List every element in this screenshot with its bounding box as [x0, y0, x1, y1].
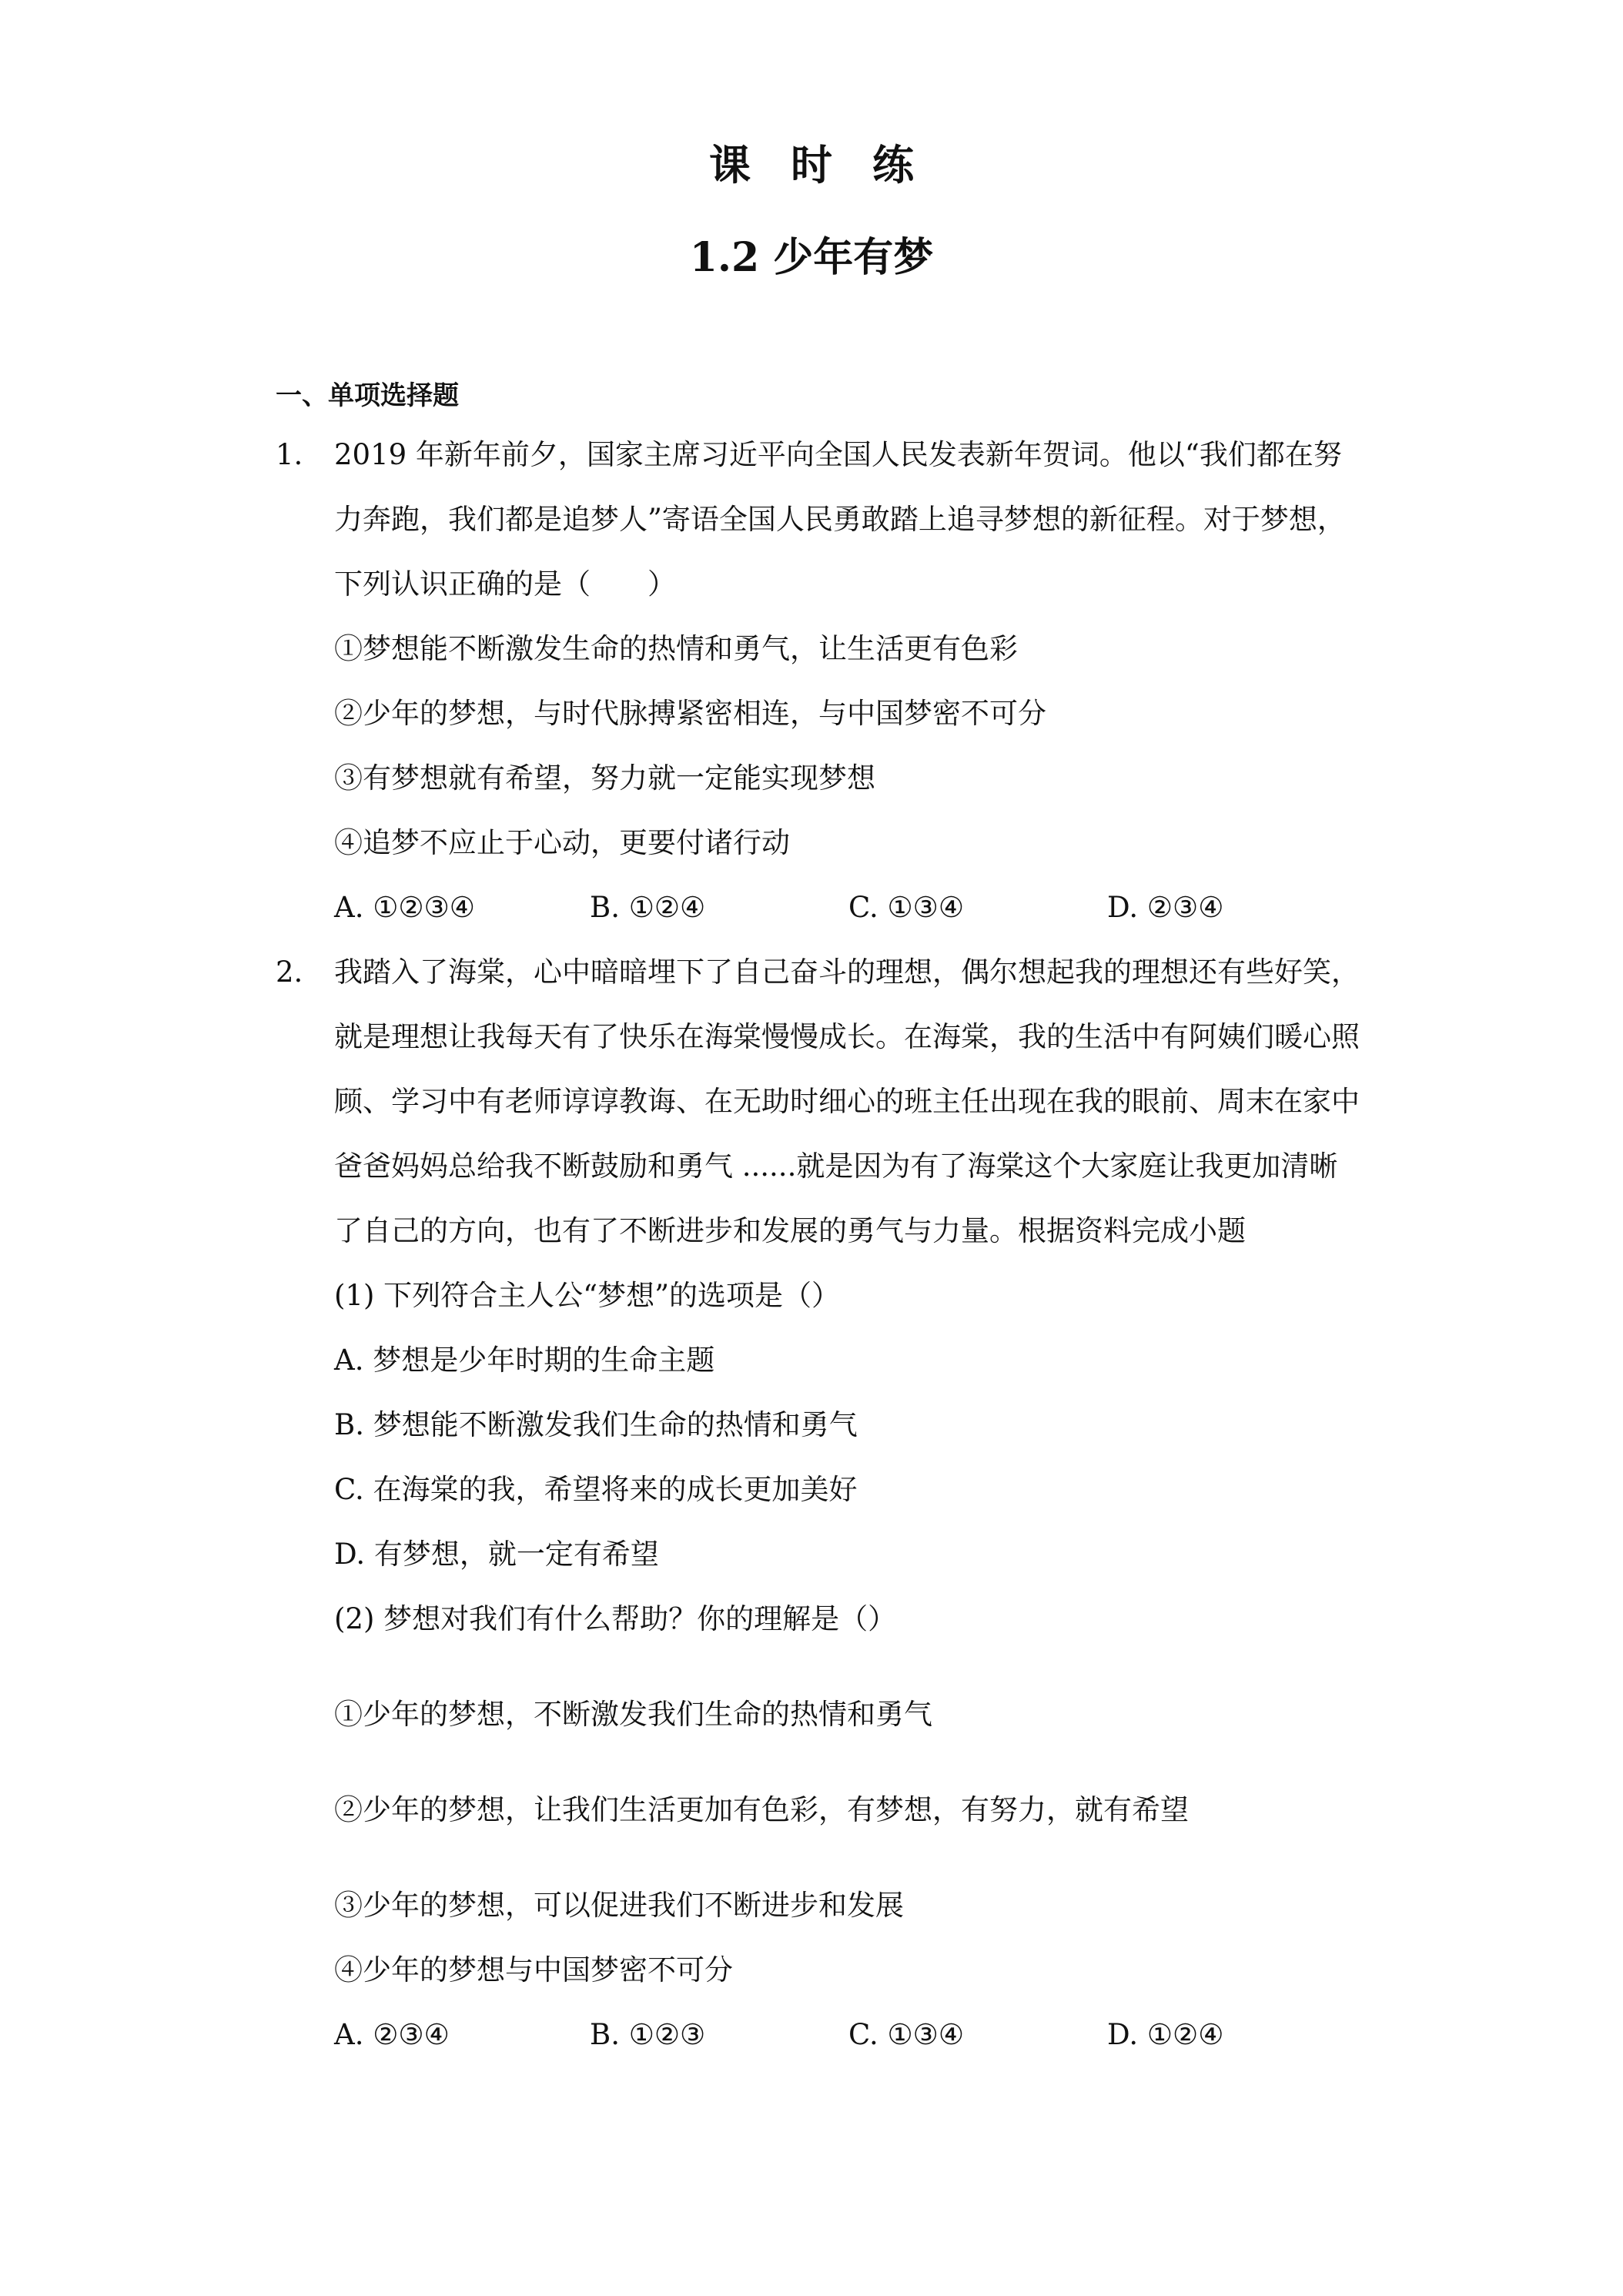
- question-text-line: 顾、学习中有老师谆谆教诲、在无助时细心的班主任出现在我的眼前、周末在家中: [334, 1085, 1360, 1118]
- option-b: B. ①②④: [590, 891, 706, 924]
- question-text-line: 我踏入了海棠，心中暗暗埋下了自己奋斗的理想，偶尔想起我的理想还有些好笑，: [334, 956, 1360, 989]
- page-subtitle: 1.2 少年有梦: [689, 234, 934, 281]
- title-char: 练: [872, 140, 914, 189]
- question-number: 1.: [276, 438, 303, 471]
- option-c: C. ①③④: [848, 2018, 965, 2051]
- section-heading: 一、单项选择题: [276, 380, 459, 411]
- option-d: D. ②③④: [1107, 891, 1224, 924]
- question-text-line: 就是理想让我每天有了快乐在海棠慢慢成长。在海棠，我的生活中有阿姨们暖心照: [334, 1020, 1360, 1053]
- page-title: [0, 132, 1623, 192]
- statement: ①少年的梦想，不断激发我们生命的热情和勇气: [334, 1698, 932, 1731]
- statement: ②少年的梦想，让我们生活更加有色彩，有梦想，有努力，就有希望: [334, 1793, 1189, 1826]
- option-b: B. ①②③: [590, 2018, 706, 2051]
- question-text-line: 下列认识正确的是（ ）: [334, 567, 676, 601]
- statement: ③少年的梦想，可以促进我们不断进步和发展: [334, 1889, 904, 1922]
- title-char: 课: [709, 140, 751, 189]
- option-d: D. ①②④: [1107, 2018, 1224, 2051]
- question-text-line: 爸爸妈妈总给我不断鼓励和勇气 ......就是因为有了海棠这个大家庭让我更加清晰: [334, 1150, 1338, 1183]
- question-number: 2.: [276, 956, 303, 989]
- choice: A. 梦想是少年时期的生命主题: [334, 1344, 715, 1377]
- choice: B. 梦想能不断激发我们生命的热情和勇气: [334, 1408, 858, 1441]
- choice: D. 有梦想，就一定有希望: [334, 1538, 659, 1571]
- statement: ④追梦不应止于心动，更要付诸行动: [334, 826, 790, 859]
- option-a: A. ①②③④: [334, 891, 475, 924]
- question-text-line: 力奔跑，我们都是追梦人”寄语全国人民勇敢踏上追寻梦想的新征程。对于梦想，: [334, 503, 1346, 536]
- sub-question-stem: (1) 下列符合主人公“梦想”的选项是（）: [334, 1279, 841, 1312]
- sub-question-stem: (2) 梦想对我们有什么帮助？你的理解是（）: [334, 1602, 897, 1635]
- choice: C. 在海棠的我，希望将来的成长更加美好: [334, 1473, 858, 1506]
- statement: ④少年的梦想与中国梦密不可分: [334, 1953, 733, 1986]
- statement: ①梦想能不断激发生命的热情和勇气，让生活更有色彩: [334, 632, 1018, 665]
- title-char: 时: [791, 140, 832, 189]
- option-c: C. ①③④: [848, 891, 965, 924]
- option-a: A. ②③④: [334, 2018, 450, 2051]
- statement: ③有梦想就有希望，努力就一定能实现梦想: [334, 761, 875, 795]
- question-text-line: 2019 年新年前夕，国家主席习近平向全国人民发表新年贺词。他以“我们都在努: [334, 438, 1342, 471]
- statement: ②少年的梦想，与时代脉搏紧密相连，与中国梦密不可分: [334, 697, 1046, 730]
- question-text-line: 了自己的方向，也有了不断进步和发展的勇气与力量。根据资料完成小题: [334, 1214, 1246, 1247]
